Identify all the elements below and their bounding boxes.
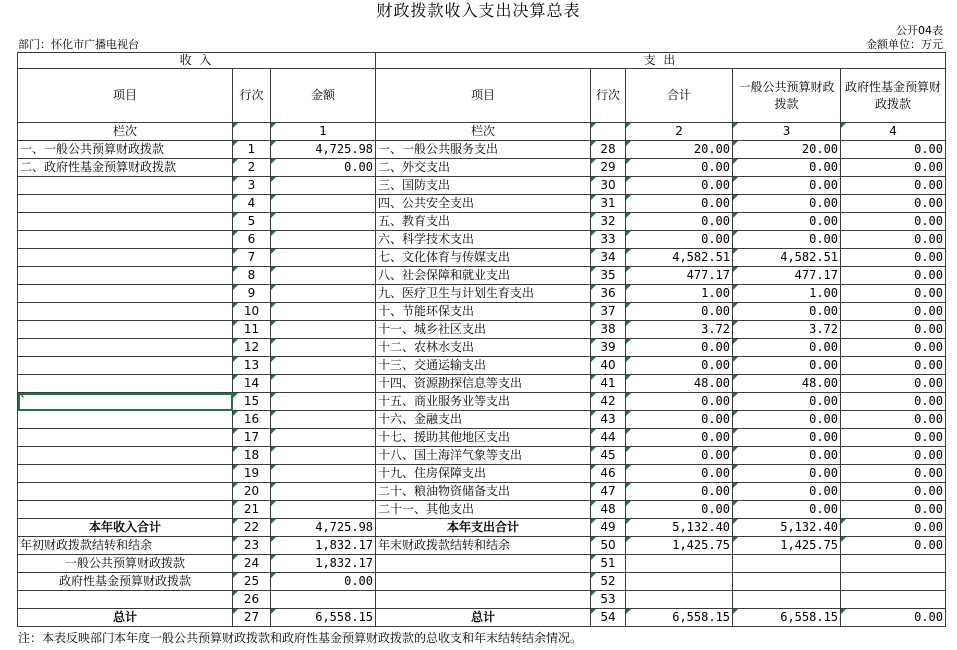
expense-row-no[interactable]: 32 [591,213,626,231]
expense-general-budget[interactable]: 1.00 [733,285,841,303]
income-amount[interactable] [271,231,376,249]
expense-item[interactable]: 七、文化体育与传媒支出 [376,249,591,267]
expense-row-no[interactable]: 41 [591,375,626,393]
expense-row-no[interactable]: 46 [591,465,626,483]
income-total-label[interactable]: 本年收入合计 [18,519,233,537]
expense-general-budget[interactable]: 0.00 [733,213,841,231]
col-header-row-no[interactable]: 行次 [233,69,271,123]
expense-total-label[interactable]: 本年支出合计 [376,519,591,537]
expense-row-no[interactable]: 44 [591,429,626,447]
income-total-amount[interactable]: 4,725.98 [271,519,376,537]
blank-row-item[interactable] [18,591,233,609]
table-row [18,447,946,465]
table-row [18,393,946,411]
col-header-amount[interactable]: 金额 [271,69,376,123]
sub1-no[interactable]: 24 [233,555,271,573]
expense-gov-fund[interactable]: 0.00 [841,177,946,195]
expense-general-budget[interactable]: 0.00 [733,177,841,195]
expense-total[interactable]: 3.72 [626,321,733,339]
expense-total-general[interactable]: 5,132.40 [733,519,841,537]
income-item[interactable] [18,375,233,393]
expense-item[interactable]: 十三、交通运输支出 [376,357,591,375]
income-item[interactable]: 二、政府性基金预算财政拨款 [18,159,233,177]
expense-row-no[interactable]: 35 [591,267,626,285]
expense-item[interactable]: 十五、商业服务业等支出 [376,393,591,411]
begin-balance-no[interactable]: 23 [233,537,271,555]
expense-total[interactable]: 0.00 [626,411,733,429]
expense-item[interactable]: 二、外交支出 [376,159,591,177]
unit-label: 金额单位：万元 [866,38,943,51]
expense-row-no[interactable]: 30 [591,177,626,195]
expense-general-budget[interactable]: 0.00 [733,465,841,483]
blank-row-expense-item[interactable] [376,591,591,609]
sub1-expense-fund[interactable] [841,555,946,573]
sub1-label[interactable]: 一般公共预算财政拨款 [18,555,233,573]
blank-row-expense-no[interactable]: 53 [591,591,626,609]
expense-item[interactable]: 十六、金融支出 [376,411,591,429]
expense-gov-fund[interactable]: 0.00 [841,483,946,501]
income-row-no[interactable]: 16 [233,411,271,429]
expense-item[interactable]: 十四、资源勘探信息等支出 [376,375,591,393]
expense-gov-fund[interactable]: 0.00 [841,321,946,339]
expense-total[interactable]: 0.00 [626,429,733,447]
income-item[interactable] [18,285,233,303]
col-index-2[interactable]: 2 [626,123,733,141]
income-amount[interactable] [271,447,376,465]
expense-total-fund[interactable]: 0.00 [841,519,946,537]
sub1-expense-general[interactable] [733,555,841,573]
income-row-no[interactable]: 18 [233,447,271,465]
expense-general-budget[interactable]: 20.00 [733,141,841,159]
expense-total[interactable]: 0.00 [626,195,733,213]
expense-general-budget[interactable]: 48.00 [733,375,841,393]
col-label-blank[interactable] [233,123,271,141]
expense-row-no[interactable]: 48 [591,501,626,519]
expense-gov-fund[interactable]: 0.00 [841,375,946,393]
expense-gov-fund[interactable]: 0.00 [841,249,946,267]
expense-general-budget[interactable]: 0.00 [733,357,841,375]
table-row [18,357,946,375]
income-item[interactable] [18,177,233,195]
end-balance-total[interactable]: 1,425.75 [626,537,733,555]
table-row [18,177,946,195]
expense-gov-fund[interactable]: 0.00 [841,465,946,483]
table-row [18,249,946,267]
income-row-no[interactable]: 7 [233,249,271,267]
report-title: 财政拨款收入支出决算总表 [376,1,581,20]
expense-gov-fund[interactable]: 0.00 [841,303,946,321]
expense-gov-fund[interactable]: 0.00 [841,501,946,519]
col-header-item-expense[interactable]: 项目 [376,69,591,123]
table-row [18,159,946,177]
expense-row-no[interactable]: 28 [591,141,626,159]
expense-total[interactable]: 0.00 [626,303,733,321]
expense-general-budget[interactable]: 0.00 [733,447,841,465]
expense-general-budget[interactable]: 0.00 [733,339,841,357]
expense-total[interactable]: 0.00 [626,159,733,177]
expense-total[interactable]: 0.00 [626,231,733,249]
expense-general-budget[interactable]: 0.00 [733,231,841,249]
income-item[interactable]: 一、一般公共预算财政拨款 [18,141,233,159]
expense-item[interactable]: 十八、国土海洋气象等支出 [376,447,591,465]
sub1-expense-blank[interactable] [376,555,591,573]
expense-gov-fund[interactable]: 0.00 [841,411,946,429]
income-item[interactable] [18,501,233,519]
sub2-expense-total[interactable] [626,573,733,591]
income-header[interactable]: 收 入 [18,53,376,69]
end-balance-fund[interactable]: 0.00 [841,537,946,555]
income-item[interactable] [18,321,233,339]
expense-gov-fund[interactable]: 0.00 [841,159,946,177]
income-amount[interactable] [271,303,376,321]
expense-gov-fund[interactable]: 0.00 [841,141,946,159]
income-item[interactable]: ` [18,393,233,411]
income-row-no[interactable]: 6 [233,231,271,249]
income-item[interactable] [18,213,233,231]
income-row-no[interactable]: 14 [233,375,271,393]
income-row-no[interactable]: 20 [233,483,271,501]
expense-row-no[interactable]: 39 [591,339,626,357]
grand-total-expense-no[interactable]: 54 [591,609,626,627]
expense-gov-fund[interactable]: 0.00 [841,195,946,213]
income-amount[interactable] [271,375,376,393]
footnote: 注：本表反映部门本年度一般公共预算财政拨款和政府性基金预算财政拨款的总收支和年末结转结余情况。 [18,631,583,645]
expense-total[interactable]: 4,582.51 [626,249,733,267]
blank-row-expense-general[interactable] [733,591,841,609]
expense-row-no[interactable]: 47 [591,483,626,501]
grand-total-expense-total[interactable]: 6,558.15 [626,609,733,627]
expense-total[interactable]: 0.00 [626,465,733,483]
income-amount[interactable] [271,465,376,483]
grand-total-label[interactable]: 总计 [18,609,233,627]
blank-row-expense-total[interactable] [626,591,733,609]
income-item[interactable] [18,429,233,447]
income-item[interactable] [18,447,233,465]
expense-gov-fund[interactable]: 0.00 [841,267,946,285]
income-amount[interactable] [271,429,376,447]
expense-total[interactable]: 0.00 [626,213,733,231]
income-amount[interactable] [271,357,376,375]
expense-item[interactable]: 十九、住房保障支出 [376,465,591,483]
income-row-no[interactable]: 4 [233,195,271,213]
expense-row-no[interactable]: 31 [591,195,626,213]
income-row-no[interactable]: 8 [233,267,271,285]
expense-item[interactable]: 六、科学技术支出 [376,231,591,249]
income-amount[interactable] [271,411,376,429]
table-row [18,195,946,213]
grand-total-no[interactable]: 27 [233,609,271,627]
income-row-no[interactable]: 15 [233,393,271,411]
expense-total[interactable]: 0.00 [626,483,733,501]
col-header-item[interactable]: 项目 [18,69,233,123]
col-label[interactable]: 栏次 [18,123,233,141]
sub1-expense-total[interactable] [626,555,733,573]
income-item[interactable] [18,483,233,501]
sub1-amount[interactable]: 1,832.17 [271,555,376,573]
income-row-no[interactable]: 19 [233,465,271,483]
expense-total-no[interactable]: 49 [591,519,626,537]
income-item[interactable] [18,249,233,267]
income-amount[interactable] [271,483,376,501]
income-row-no[interactable]: 2 [233,159,271,177]
expense-gov-fund[interactable]: 0.00 [841,429,946,447]
expense-item[interactable]: 二十一、其他支出 [376,501,591,519]
expense-row-no[interactable]: 40 [591,357,626,375]
col-index-4[interactable]: 4 [841,123,946,141]
expense-total[interactable]: 20.00 [626,141,733,159]
expense-total[interactable]: 0.00 [626,393,733,411]
income-item[interactable] [18,231,233,249]
income-amount[interactable] [271,195,376,213]
expense-item[interactable]: 九、医疗卫生与计划生育支出 [376,285,591,303]
end-balance-label[interactable]: 年末财政拨款结转和结余 [376,537,591,555]
income-amount[interactable] [271,501,376,519]
income-row-no[interactable]: 11 [233,321,271,339]
income-row-no[interactable]: 9 [233,285,271,303]
table-row [18,231,946,249]
table-row [18,285,946,303]
expense-row-no[interactable]: 37 [591,303,626,321]
sub1-expense-no[interactable]: 51 [591,555,626,573]
end-balance-no[interactable]: 50 [591,537,626,555]
table-row [18,141,946,159]
income-row-no[interactable]: 13 [233,357,271,375]
expense-row-no[interactable]: 33 [591,231,626,249]
income-item[interactable] [18,303,233,321]
table-row [18,483,946,501]
col-header-general-budget[interactable]: 一般公共预算财政拨款 [733,69,841,123]
expense-general-budget[interactable]: 0.00 [733,483,841,501]
table-row [18,375,946,393]
expense-row-no[interactable]: 43 [591,411,626,429]
income-amount[interactable] [271,393,376,411]
income-amount[interactable] [271,321,376,339]
expense-general-budget[interactable]: 0.00 [733,159,841,177]
income-amount[interactable] [271,249,376,267]
expense-general-budget[interactable]: 0.00 [733,501,841,519]
table-row [18,339,946,357]
income-item[interactable] [18,411,233,429]
col-label-blank-expense[interactable] [591,123,626,141]
expense-total[interactable]: 0.00 [626,177,733,195]
blank-row-expense-fund[interactable] [841,591,946,609]
expense-gov-fund[interactable]: 0.00 [841,339,946,357]
begin-balance-label[interactable]: 年初财政拨款结转和结余 [18,537,233,555]
sub2-amount[interactable]: 0.00 [271,573,376,591]
expense-row-no[interactable]: 45 [591,447,626,465]
expense-item[interactable]: 十七、援助其他地区支出 [376,429,591,447]
expense-general-budget[interactable]: 0.00 [733,393,841,411]
expense-total[interactable]: 48.00 [626,375,733,393]
expense-item[interactable]: 一、一般公共服务支出 [376,141,591,159]
expense-row-no[interactable]: 34 [591,249,626,267]
expense-item[interactable]: 十一、城乡社区支出 [376,321,591,339]
expense-total[interactable]: 0.00 [626,447,733,465]
blank-row-amount[interactable] [271,591,376,609]
table-row [18,411,946,429]
income-item[interactable] [18,357,233,375]
income-item[interactable] [18,195,233,213]
expense-header[interactable]: 支 出 [376,53,946,69]
income-amount[interactable] [271,267,376,285]
sub2-expense-fund[interactable] [841,573,946,591]
col-header-total[interactable]: 合计 [626,69,733,123]
expense-item[interactable]: 十、节能环保支出 [376,303,591,321]
expense-item[interactable]: 五、教育支出 [376,213,591,231]
expense-gov-fund[interactable]: 0.00 [841,357,946,375]
expense-total-total[interactable]: 5,132.40 [626,519,733,537]
grand-total-expense-label[interactable]: 总计 [376,609,591,627]
expense-gov-fund[interactable]: 0.00 [841,213,946,231]
income-amount[interactable]: 4,725.98 [271,141,376,159]
expense-general-budget[interactable]: 0.00 [733,195,841,213]
sub2-no[interactable]: 25 [233,573,271,591]
income-row-no[interactable]: 1 [233,141,271,159]
sub2-label[interactable]: 政府性基金预算财政拨款 [18,573,233,591]
expense-general-budget[interactable]: 0.00 [733,411,841,429]
income-row-no[interactable]: 10 [233,303,271,321]
expense-item[interactable]: 八、社会保障和就业支出 [376,267,591,285]
income-row-no[interactable]: 17 [233,429,271,447]
begin-balance-amount[interactable]: 1,832.17 [271,537,376,555]
budget-table [17,52,946,627]
expense-item[interactable]: 二十、粮油物资储备支出 [376,483,591,501]
expense-total[interactable]: 0.00 [626,501,733,519]
table-row [18,267,946,285]
col-index-1[interactable]: 1 [271,123,376,141]
expense-row-no[interactable]: 38 [591,321,626,339]
expense-row-no[interactable]: 42 [591,393,626,411]
income-total-no[interactable]: 22 [233,519,271,537]
expense-item[interactable]: 三、国防支出 [376,177,591,195]
department-label: 部门：怀化市广播电视台 [18,38,139,51]
expense-general-budget[interactable]: 477.17 [733,267,841,285]
grand-total-expense-fund[interactable]: 0.00 [841,609,946,627]
income-row-no[interactable]: 3 [233,177,271,195]
sub2-expense-blank[interactable] [376,573,591,591]
expense-row-no[interactable]: 29 [591,159,626,177]
expense-total[interactable]: 477.17 [626,267,733,285]
income-item[interactable] [18,267,233,285]
expense-item[interactable]: 十二、农林水支出 [376,339,591,357]
col-header-gov-fund[interactable]: 政府性基金预算财政拨款 [841,69,946,123]
income-item[interactable] [18,339,233,357]
income-row-no[interactable]: 21 [233,501,271,519]
form-number: 公开04表 [896,24,943,37]
expense-total[interactable]: 0.00 [626,339,733,357]
expense-row-no[interactable]: 36 [591,285,626,303]
expense-gov-fund[interactable]: 0.00 [841,393,946,411]
income-row-no[interactable]: 12 [233,339,271,357]
income-amount[interactable] [271,339,376,357]
expense-item[interactable]: 四、公共安全支出 [376,195,591,213]
expense-general-budget[interactable]: 3.72 [733,321,841,339]
table-row [18,429,946,447]
income-amount[interactable] [271,177,376,195]
sub2-expense-no[interactable]: 52 [591,573,626,591]
expense-general-budget[interactable]: 4,582.51 [733,249,841,267]
table-row [18,321,946,339]
table-row [18,501,946,519]
expense-gov-fund[interactable]: 0.00 [841,285,946,303]
expense-gov-fund[interactable]: 0.00 [841,447,946,465]
table-row [18,465,946,483]
expense-gov-fund[interactable]: 0.00 [841,231,946,249]
income-amount[interactable] [271,213,376,231]
expense-general-budget[interactable]: 0.00 [733,429,841,447]
grand-total-amount[interactable]: 6,558.15 [271,609,376,627]
income-item[interactable] [18,465,233,483]
expense-total[interactable]: 0.00 [626,357,733,375]
col-index-3[interactable]: 3 [733,123,841,141]
sub2-expense-general[interactable] [733,573,841,591]
income-amount[interactable] [271,285,376,303]
table-row [18,213,946,231]
grand-total-expense-general[interactable]: 6,558.15 [733,609,841,627]
expense-general-budget[interactable]: 0.00 [733,303,841,321]
expense-total[interactable]: 1.00 [626,285,733,303]
income-amount[interactable]: 0.00 [271,159,376,177]
table-row [18,303,946,321]
col-label-expense[interactable]: 栏次 [376,123,591,141]
income-row-no[interactable]: 5 [233,213,271,231]
end-balance-general[interactable]: 1,425.75 [733,537,841,555]
col-header-row-no-expense[interactable]: 行次 [591,69,626,123]
blank-row-no[interactable]: 26 [233,591,271,609]
